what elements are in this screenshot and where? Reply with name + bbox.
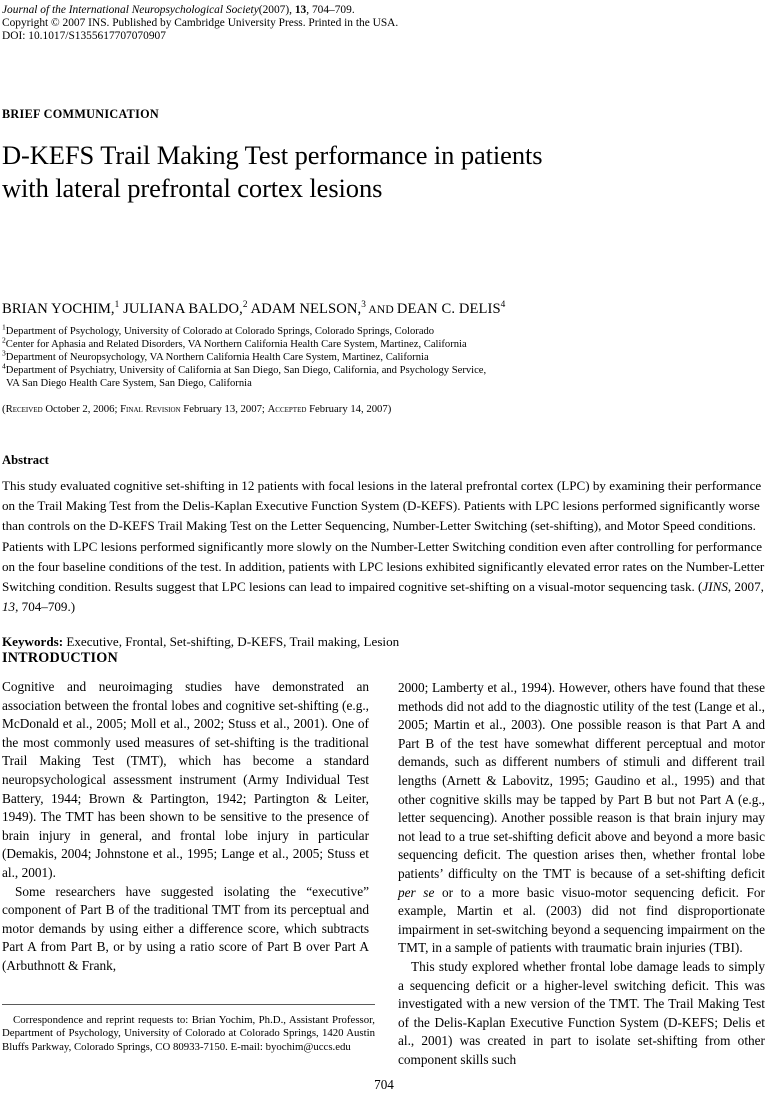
dates-open-paren: ( <box>2 403 6 416</box>
body-paragraph: Cognitive and neuroimaging studies have demonstrated an association between the frontal lobes and cognitive set-shifting (e.g., McDonald et al., 2005; Moll et al., 2002; Stuss et al., 2001). One of the most commonly used measures of set-shifting is the traditional Trail Making Test (TMT), which has become a standard neuropsychological assessment instrument (Army Individual Test Battery, 1944; Brown & Partington, 1942; Partington & Leiter, 1949). The TMT has been shown to be sensitive to the presence of brain injury in general, and frontal lobe injury in particular (Demakis, 2004; Johnstone et al., 1995; Lange et al., 2005; Stuss et al., 2001). <box>2 679 369 880</box>
affiliation-marker: 2 <box>2 335 6 345</box>
page-number: 704 <box>374 1077 394 1092</box>
body-text-run: or to a more basic visuo-motor sequencing deficit. For example, Martin et al. (2003) did not find disproportionate impairment in set-switching beyond a sequencing impairment on the TMT, in a sample of patients with traumatic brain injuries (TBI). <box>398 884 765 956</box>
body-text-italic: per se <box>398 884 435 900</box>
abstract-citation-pages: , 704–709.) <box>15 599 76 615</box>
body-paragraph <box>398 679 765 958</box>
page-title <box>2 139 766 205</box>
submission-dates <box>2 403 766 415</box>
affiliation-marker: 4 <box>2 361 6 371</box>
revision-label: Final Revision <box>120 403 181 416</box>
column-top-spacer <box>398 650 765 679</box>
accepted-label: Accepted <box>267 403 307 416</box>
journal-masthead <box>2 0 766 44</box>
title-line-2: with lateral prefrontal cortex lesions <box>2 172 383 203</box>
masthead-doi-line: DOI: 10.1017/S1355617707070907 <box>2 30 166 43</box>
body-paragraph: This study explored whether frontal lobe damage leads to simply a sequencing deficit or a higher-level switching deficit. This was investigated with a new version of the TMT. The Trail Making Test of the Delis-Kaplan Executive Function System (D-KEFS; Delis et al., 2001) was created in part to isolate set-shifting from other component skills such <box>398 958 765 1067</box>
affiliation-marker: 3 <box>2 348 6 358</box>
affiliation-text: VA San Diego Health Care System, San Diego, California <box>6 377 252 389</box>
author-1-affiliation-marker: 1 <box>114 299 120 310</box>
section-heading-introduction: INTRODUCTION <box>2 650 118 666</box>
accepted-date: February 14, 2007) <box>306 403 392 416</box>
affiliation-marker: 1 <box>2 322 6 332</box>
masthead-copyright-line: Copyright © 2007 INS. Published by Cambridge University Press. Printed in the USA. <box>2 17 399 30</box>
footnote-block <box>2 1004 375 1054</box>
author-2: JULIANA BALDO, <box>119 300 243 317</box>
body-column-right <box>398 650 765 1069</box>
keywords-label: Keywords: <box>2 633 64 649</box>
abstract-citation-volume: 13 <box>2 599 16 615</box>
abstract-citation-journal: JINS <box>702 579 728 595</box>
abstract-main: This study evaluated cognitive set-shifting in 12 patients with focal lesions in the lateral prefrontal cortex (LPC) by examining their performance on the Trail Making Test from the Delis-Kaplan Executive Function System (D-KEFS). Patients with LPC lesions performed significantly worse than controls on the D-KEFS Trail Making Test on the Letter Sequencing, Number-Letter Switching (set-shifting), and Motor Speed conditions. Patients with LPC lesions performed significantly more slowly on the Number-Letter Switching condition even after controlling for performance on the four baseline conditions of the test. In addition, patients with LPC lesions exhibited significantly elevated error rates on the Number-Letter Switching condition. Results suggest that LPC lesions can lead to impaired cognitive set-shifting on a visual-motor sequencing task. ( <box>2 478 765 595</box>
revision-date: February 13, 2007; <box>180 403 268 416</box>
abstract-text <box>2 476 766 617</box>
affiliation-item-continued <box>2 377 766 390</box>
affiliation-text: Department of Neuropsychology, VA Northern California Health Care System, Martinez, California <box>5 351 429 363</box>
article-type-label: BRIEF COMMUNICATION <box>2 106 160 121</box>
affiliation-text: Department of Psychology, University of Colorado at Colorado Springs, Colorado Springs, Colorado <box>5 325 435 337</box>
affiliation-text: Center for Aphasia and Related Disorders, VA Northern California Health Care System, Martinez, California <box>5 338 467 350</box>
journal-year: (2007), <box>258 4 295 16</box>
author-4-affiliation-marker: 4 <box>500 299 506 310</box>
author-2-affiliation-marker: 2 <box>242 299 248 310</box>
author-3-affiliation-marker: 3 <box>361 299 367 310</box>
affiliation-text: Department of Psychiatry, University of California at San Diego, San Diego, California, and Psychology Service, <box>5 364 487 376</box>
journal-volume: 13 <box>294 4 307 16</box>
correspondence-note: Correspondence and reprint requests to: Brian Yochim, Ph.D., Assistant Professor, Department of Psychology, University of Colorado at Colorado Springs, 1420 Austin Bluffs Parkway, Colorado Springs, CO 80933-7150. E-mail: byochim@uccs.edu <box>2 1014 375 1053</box>
keywords-value: Executive, Frontal, Set-shifting, D-KEFS, Trail making, Lesion <box>63 633 400 649</box>
affiliation-item <box>2 335 766 351</box>
author-list <box>2 301 766 318</box>
author-conjunction: AND <box>366 302 397 316</box>
received-date: October 2, 2006; <box>42 403 121 416</box>
page-header-block <box>2 0 766 652</box>
footnote-divider <box>2 1004 375 1005</box>
journal-pages: , 704–709. <box>306 4 355 16</box>
title-line-1: D-KEFS Trail Making Test performance in patients <box>2 139 543 170</box>
abstract-heading: Abstract <box>2 453 49 468</box>
affiliation-item <box>2 361 766 377</box>
body-paragraph: Some researchers have suggested isolating the “executive” component of Part B of the traditional TMT from its perceptual and motor demands by using either a difference score, which subtracts Part A from Part B, or by using a ratio score of Part B over Part A (Arbuthnott & Frank, <box>2 883 369 973</box>
author-1: BRIAN YOCHIM, <box>2 300 115 317</box>
abstract-citation-year: , 2007, <box>727 579 764 595</box>
journal-name: Journal of the International Neuropsychological Society <box>2 4 259 16</box>
author-4: DEAN C. DELIS <box>396 300 501 317</box>
received-label: Received <box>5 403 43 416</box>
keywords-line <box>2 632 766 652</box>
body-text-run: 2000; Lamberty et al., 1994). However, others have found that these methods did not add to the diagnostic utility of the test (Lange et al., 2005; Martin et al., 2003). One possible reason is that Part A and Part B of the test have somewhat different perceptual and motor demands, such as different numbers of stimuli and different trail lengths (Arnett & Labovitz, 1995; Gaudino et al., 1995) and that other cognitive skills may be tapped by Part B but not Part A (e.g., letter sequencing). Another possible reason is that brain injury may not lead to a true set-shifting deficit above and beyond a more basic sequencing deficit. The question arises then, whether frontal lobe patients’ difficulty on the TMT is because of a set-shifting deficit <box>398 680 765 881</box>
author-3: ADAM NELSON, <box>247 300 362 317</box>
masthead-journal-line <box>2 4 766 17</box>
affiliation-item <box>2 322 766 338</box>
affiliation-item <box>2 348 766 364</box>
affiliation-list <box>2 322 766 390</box>
